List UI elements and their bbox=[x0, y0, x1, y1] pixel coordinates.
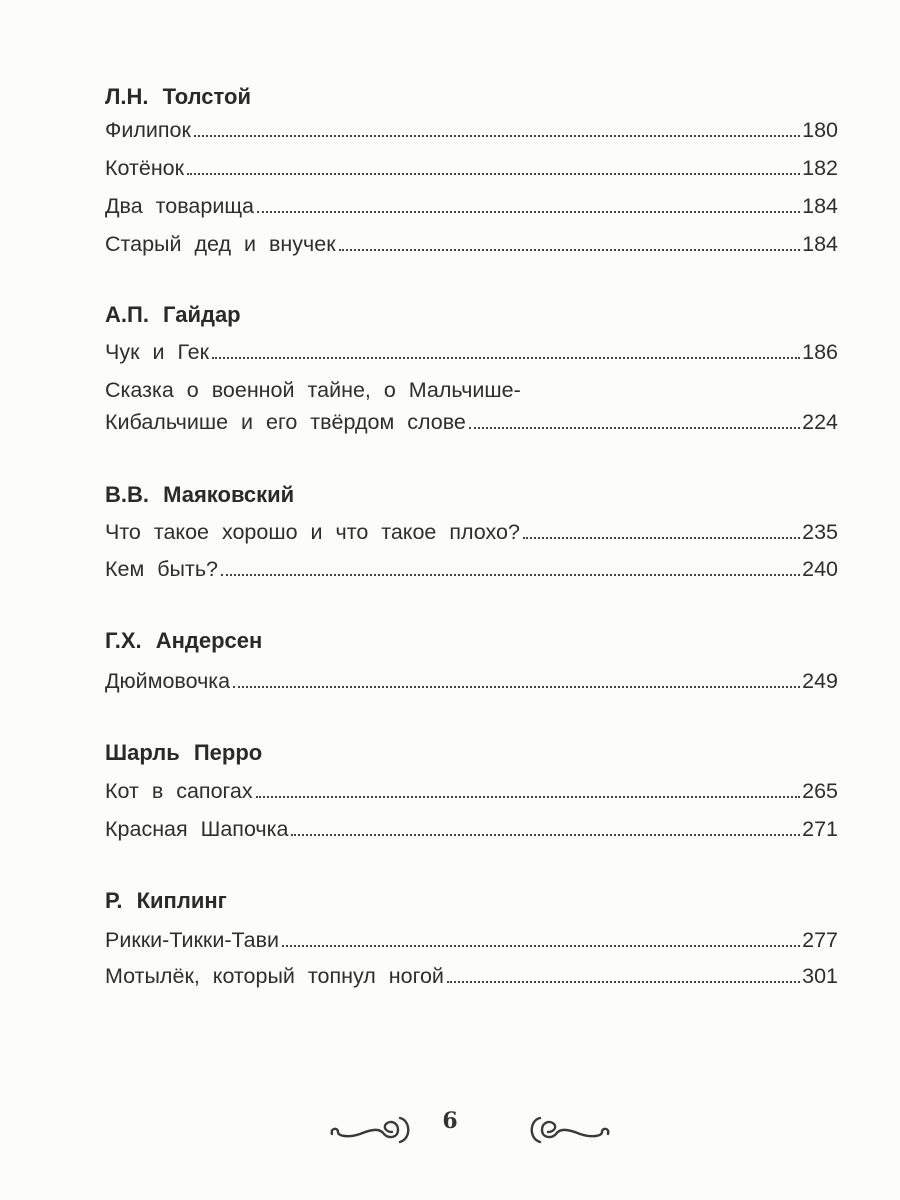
entry-title: Дюймовочка bbox=[105, 669, 231, 693]
entry-title: Сказка о военной тайне, о Мальчише- bbox=[105, 378, 521, 402]
dot-leader bbox=[469, 427, 800, 429]
entry-title: Котёнок bbox=[105, 156, 185, 180]
entry-page-number: 249 bbox=[802, 669, 838, 693]
author-heading: Р. Киплинг bbox=[105, 888, 227, 913]
entry-page-number: 184 bbox=[802, 194, 838, 218]
toc-entry[interactable] bbox=[105, 960, 838, 992]
dot-leader bbox=[447, 981, 800, 983]
entry-page-number: 240 bbox=[802, 557, 838, 581]
entry-title: Кибальчише и его твёрдом слове bbox=[105, 410, 466, 434]
entry-page-number: 184 bbox=[802, 232, 838, 256]
toc-entry[interactable] bbox=[105, 374, 838, 438]
toc-entry[interactable] bbox=[105, 190, 838, 222]
right-flourish-icon bbox=[522, 1108, 612, 1148]
entry-title: Филипок bbox=[105, 118, 191, 142]
entry-page-number: 186 bbox=[802, 340, 838, 364]
entry-title: Мотылёк, который топнул ногой bbox=[105, 964, 444, 988]
dot-leader bbox=[291, 834, 800, 836]
entry-page-number: 180 bbox=[802, 118, 838, 142]
dot-leader bbox=[187, 173, 800, 175]
toc-entry[interactable] bbox=[105, 152, 838, 184]
author-heading: В.В. Маяковский bbox=[105, 482, 295, 507]
dot-leader bbox=[282, 945, 800, 947]
entry-title: Кот в сапогах bbox=[105, 779, 253, 803]
entry-page-number: 265 bbox=[802, 779, 838, 803]
dot-leader bbox=[194, 135, 800, 137]
toc-entry[interactable] bbox=[105, 553, 838, 585]
entry-page-number: 301 bbox=[802, 964, 838, 988]
toc-entry[interactable] bbox=[105, 813, 838, 845]
toc-entry[interactable] bbox=[105, 775, 838, 807]
left-flourish-icon bbox=[328, 1108, 418, 1148]
toc-entry[interactable] bbox=[105, 228, 838, 260]
toc-entry[interactable] bbox=[105, 665, 838, 697]
dot-leader bbox=[523, 537, 800, 539]
entry-page-number: 182 bbox=[802, 156, 838, 180]
dot-leader bbox=[257, 211, 800, 213]
dot-leader bbox=[256, 796, 801, 798]
dot-leader bbox=[233, 686, 800, 688]
entry-page-number: 277 bbox=[802, 928, 838, 952]
author-heading: Л.Н. Толстой bbox=[105, 84, 251, 109]
page-number: 6 bbox=[442, 1108, 458, 1134]
entry-page-number: 271 bbox=[802, 817, 838, 841]
entry-page-number: 224 bbox=[802, 410, 838, 434]
entry-title: Кем быть? bbox=[105, 557, 219, 581]
toc-entry[interactable] bbox=[105, 924, 838, 956]
toc-entry[interactable] bbox=[105, 336, 838, 368]
entry-title: Чук и Гек bbox=[105, 340, 210, 364]
entry-title: Что такое хорошо и что такое плохо? bbox=[105, 520, 520, 544]
author-heading: Г.Х. Андерсен bbox=[105, 628, 263, 653]
entry-page-number: 235 bbox=[802, 520, 838, 544]
dot-leader bbox=[339, 249, 801, 251]
toc-entry[interactable] bbox=[105, 114, 838, 146]
entry-title: Старый дед и внучек bbox=[105, 232, 336, 256]
dot-leader bbox=[221, 574, 800, 576]
dot-leader bbox=[212, 357, 800, 359]
toc-entry[interactable] bbox=[105, 516, 838, 548]
author-heading: Шарль Перро bbox=[105, 740, 263, 765]
entry-title: Два товарища bbox=[105, 194, 254, 218]
entry-title: Рикки-Тикки-Тави bbox=[105, 928, 280, 952]
entry-title: Красная Шапочка bbox=[105, 817, 289, 841]
author-heading: А.П. Гайдар bbox=[105, 302, 241, 327]
